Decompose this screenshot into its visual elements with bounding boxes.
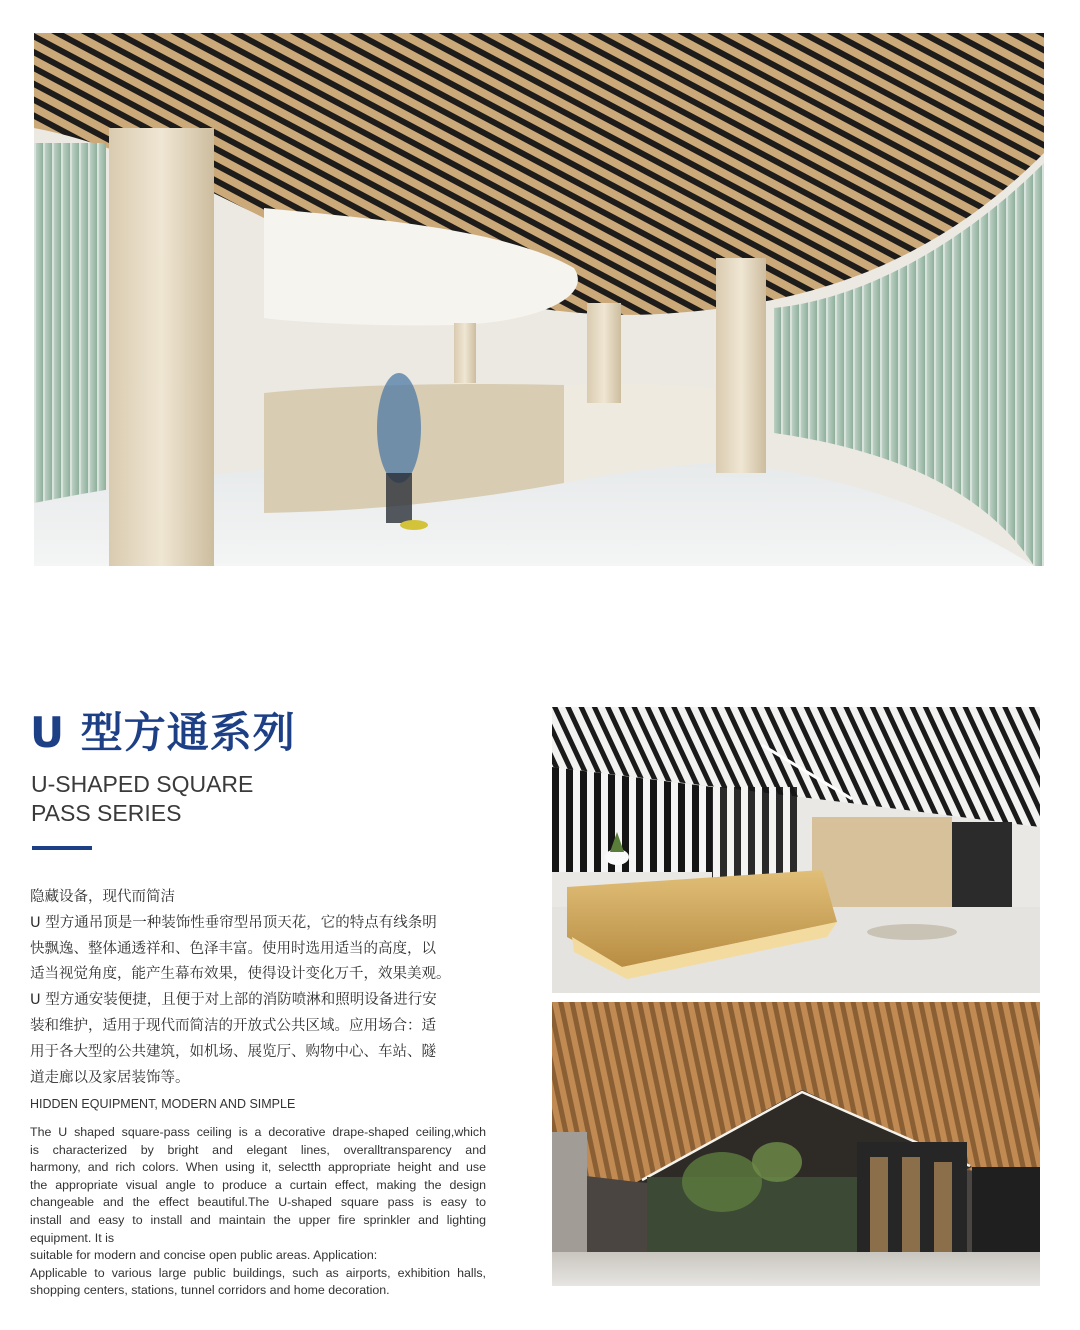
chinese-subheading: 隐藏设备，现代而简洁 xyxy=(30,889,175,905)
english-description xyxy=(30,1124,486,1300)
hero-photo-illustration xyxy=(34,33,1044,566)
series-title-english-line2: PASS SERIES xyxy=(31,800,182,826)
english-paragraph-line: harmony, and rich colors. When using it, selectth appropriate height and use xyxy=(30,1160,486,1175)
english-subheading: HIDDEN EQUIPMENT, MODERN AND SIMPLE xyxy=(30,1097,296,1111)
chinese-paragraph-line: 装和维护，适用于现代而简洁的开放式公共区域。应用场合：适 xyxy=(30,1017,436,1034)
series-title-chinese: U 型方通系列 xyxy=(30,708,296,757)
chinese-paragraph-line: 快飘逸、整体通透祥和、色泽丰富。使用时选用适当的高度，以 xyxy=(30,940,436,957)
chinese-paragraph-line: U 型方通安装便捷，且便于对上部的消防喷淋和照明设备进行安 xyxy=(30,992,437,1009)
english-paragraph-line: the appropriate visual angle to produce a curtain effect, making the design xyxy=(30,1177,486,1192)
hero-photo-curved-lobby xyxy=(34,33,1044,566)
english-paragraph-line: changeable and the effect beautiful.The U-shaped square pass is easy to xyxy=(30,1195,486,1210)
english-paragraph-line: Applicable to various large public buildings, such as airports, exhibition halls, xyxy=(30,1265,486,1280)
chinese-paragraph-line: 适当视觉角度，能产生幕布效果，使得设计变化万千，效果美观。 xyxy=(30,966,451,983)
reception-photo-illustration xyxy=(552,707,1040,993)
english-paragraph-line: install and easy to install and maintain the upper fire sprinkler and lighting xyxy=(30,1212,486,1227)
series-title-english-line1: U-SHAPED SQUARE xyxy=(31,771,254,797)
chinese-description xyxy=(30,885,490,1091)
chinese-paragraph-line: 用于各大型的公共建筑，如机场、展览厅、购物中心、车站、隧 xyxy=(30,1043,436,1060)
photo-atrium-staircase xyxy=(552,1002,1040,1286)
english-paragraph-line: suitable for modern and concise open public areas. Application: xyxy=(30,1248,378,1263)
title-underline-divider xyxy=(32,846,92,850)
chinese-paragraph-line: 道走廊以及家居装饰等。 xyxy=(30,1069,190,1086)
english-paragraph-line: equipment. It is xyxy=(30,1230,115,1245)
english-paragraph-line: shopping centers, stations, tunnel corridors and home decoration. xyxy=(30,1283,390,1298)
english-paragraph-line: is characterized by bright and elegant lines, overalltransparency and xyxy=(30,1142,486,1157)
english-paragraph-line: The U shaped square-pass ceiling is a decorative drape-shaped ceiling,which xyxy=(30,1125,486,1139)
series-title-english xyxy=(31,770,253,828)
photo-reception-desk xyxy=(552,707,1040,993)
atrium-photo-illustration xyxy=(552,1002,1040,1286)
chinese-paragraph-line: U 型方通吊顶是一种装饰性垂帘型吊顶天花，它的特点有线条明 xyxy=(30,914,437,931)
